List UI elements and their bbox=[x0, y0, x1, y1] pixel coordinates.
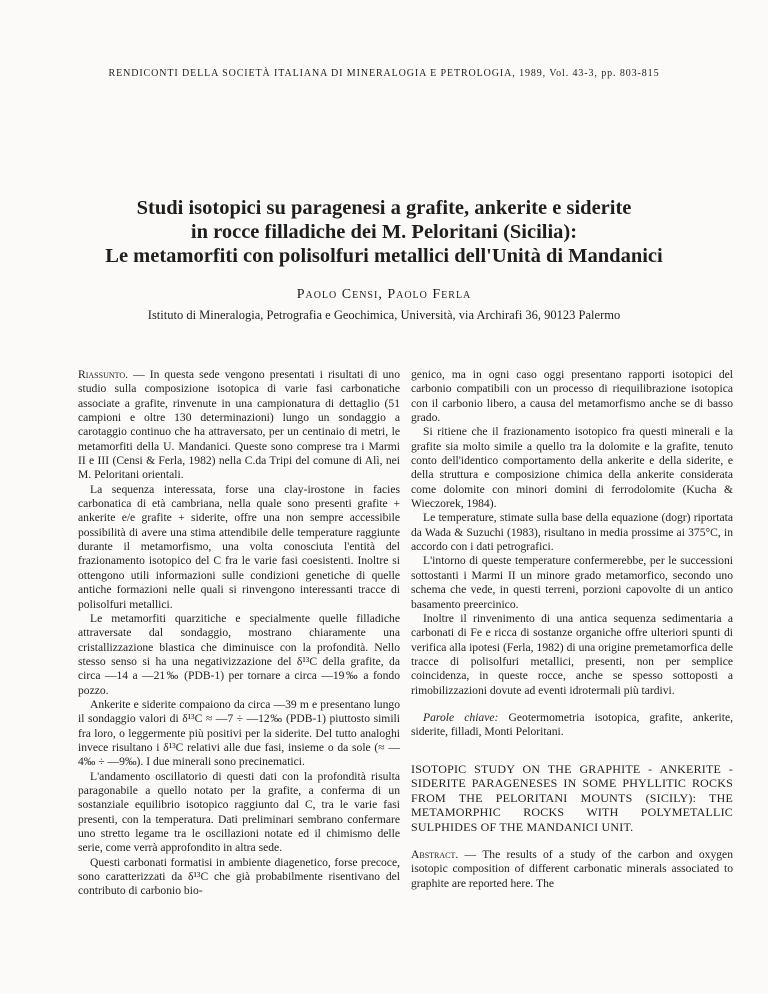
affiliation: Istituto di Mineralogia, Petrografia e Geochimica, Università, via Archirafi 36, 90123 Palermo bbox=[147, 308, 621, 322]
abstract-paragraph bbox=[411, 848, 733, 891]
riassunto-p7: genico, ma in ogni caso oggi presentano rapporti isotopici del carbonio compatibili con un processo di riequilibrazione isotopica con il carbonio libero, a causa del metamorfismo anche se di basso grado. bbox=[411, 368, 733, 425]
title-line-1: Studi isotopici su paragenesi a grafite, ankerite e siderite bbox=[136, 197, 632, 219]
paper-title bbox=[0, 196, 768, 268]
riassunto-label: Riassunto. bbox=[78, 368, 129, 381]
riassunto-text: — In questa sede vengono presentati i risultati di uno studio sulla composizione isotopica di varie fasi carbonatiche associate a grafite, rinvenute in una campionatura di dettaglio (51 campioni e oltre 130 determinazioni) lungo un sondaggio a carotaggio continuo che ha attraversato, per un centinaio di metri, le metamorfiti della U. Mandanici. Queste sono comprese tra i Marmi II e III (Censi & Ferla, 1982) nella C.da Tripi del comune di Alì, nei M. Peloritani orientali. bbox=[78, 368, 400, 482]
riassunto-p6: Questi carbonati formatisi in ambiente diagenetico, forse precoce, sono caratterizzati da δ¹³C che già probabilmente risentivano del contributo di carbonio bio- bbox=[78, 855, 400, 898]
title-line-3: Le metamorfiti con polisolfuri metallici dell'Unità di Mandanici bbox=[105, 245, 663, 267]
keywords-text: Geotermometria isotopica, grafite, ankerite, siderite, filladi, Monti Peloritani. bbox=[411, 710, 734, 739]
abstract-label: Abstract. bbox=[411, 848, 459, 862]
authors: Paolo Censi, Paolo Ferla bbox=[296, 287, 472, 302]
riassunto-p8: Si ritiene che il frazionamento isotopico fra questi minerali e la grafite sia molto simile a quello tra la dolomite e la grafite, tenuto conto dell'identico comportamento della ankerite e della siderite, e della struttura e composizione chimica della ankerite considerata come dolomite con minori domini di ferrodolomite (Kucha & Wieczorek, 1984). bbox=[411, 425, 733, 511]
riassunto-p2: La sequenza interessata, forse una clay-irostone in facies carbonatica di età cambriana, nella quale sono presenti grafite + ankerite e/e grafite + siderite, offre una non sempre accessibile possibilità di avere una stima attendibile delle temperature raggiunte durante il metamorfismo, una volta conosciuta l'entità del frazionamento isotopico del C fra le varie fasi coesistenti. Inoltre si ottengono utili informazioni sulle condizioni genetiche di quelle antiche formazioni nelle quali si rinvengono interessanti tracce di polisolfuri metallici. bbox=[78, 482, 400, 611]
riassunto-p4: Ankerite e siderite compaiono da circa —39 m e presentano lungo il sondaggio valori di δ¹³C ≈ —7 ÷ —12‰ (PDB-1) piuttosto simili fra loro, o leggermente più positivi per la siderite. Del tutto analoghi invece risultano i δ¹³C relativi alle due fasi, insieme o da sole (≈ —4‰ ÷ —9‰). I due minerali sono precinematici. bbox=[78, 697, 400, 769]
riassunto-p10: L'intorno di queste temperature confermerebbe, per le successioni sottostanti i Marmi II un minore grado metamorfico, secondo uno schema che vede, in questi terreni, porzioni capovolte di un antico basamento preercinico. bbox=[411, 554, 733, 611]
right-column bbox=[411, 368, 733, 891]
left-column bbox=[78, 368, 400, 899]
riassunto-p11: Inoltre il rinvenimento di una antica sequenza sedimentaria a carbonati di Fe e ricca di sostanze organiche offre ulteriori spunti di verifica alla ipotesi (Ferla, 1982) di una origine premetamorfica delle tracce di polisolfuri metallici, presenti, non per semplice coincidenza, in queste rocce, anche se spesso sottoposti a rimobilizzazioni dovute ad eventi idrotermali più tardivi. bbox=[411, 611, 733, 697]
title-line-2: in rocce filladiche dei M. Peloritani (Sicilia): bbox=[190, 221, 578, 243]
english-title: ISOTOPIC STUDY ON THE GRAPHITE - ANKERITE - SIDERITE PARAGENESES IN SOME PHYLLITIC ROCKS FROM THE PELORITANI MOUNTS (SICILY): THE METAMORPHIC ROCKS WITH POLYMETALLIC SULPHIDES OF THE MANDANICI UNIT. bbox=[411, 761, 733, 834]
riassunto-paragraph bbox=[78, 368, 400, 483]
riassunto-p3: Le metamorfiti quarzitiche e specialmente quelle filladiche attraversate dal sondaggio, mostrano chiaramente una cristallizzazione blastica che diminuisce con la profondità. Nello stesso senso si ha una negativizzazione del δ¹³C della grafite, da circa —14 a —21‰ (PDB-1) per tornare a circa —19‰ a fondo pozzo. bbox=[78, 611, 400, 697]
riassunto-p5: L'andamento oscillatorio di questi dati con la profondità risulta paragonabile a quello notato per la grafite, a conferma di un sostanziale equilibrio isotopico raggiunto dal C, tra le varie fasi presenti, con la temperatura. Dati preliminari sembrano confermare uno stretto legame tra le oscillazioni notate ed il chimismo delle serie, come verrà approfondito in altra sede. bbox=[78, 769, 400, 855]
journal-header: RENDICONTI DELLA SOCIETÀ ITALIANA DI MINERALOGIA E PETROLOGIA, 1989, Vol. 43-3, pp. 803-815 bbox=[108, 68, 660, 79]
keywords-label: Parole chiave: bbox=[423, 710, 499, 724]
keywords-paragraph bbox=[411, 711, 733, 740]
abstract-text: — The results of a study of the carbon and oxygen isotopic composition of different carbonatic minerals associated to graphite are reported here. The bbox=[411, 848, 733, 890]
riassunto-p9: Le temperature, stimate sulla base della equazione (dogr) riportata da Wada & Suzuchi (1983), risultano in media prossime ai 375°C, in accordo con i dati petrografici. bbox=[411, 511, 733, 554]
